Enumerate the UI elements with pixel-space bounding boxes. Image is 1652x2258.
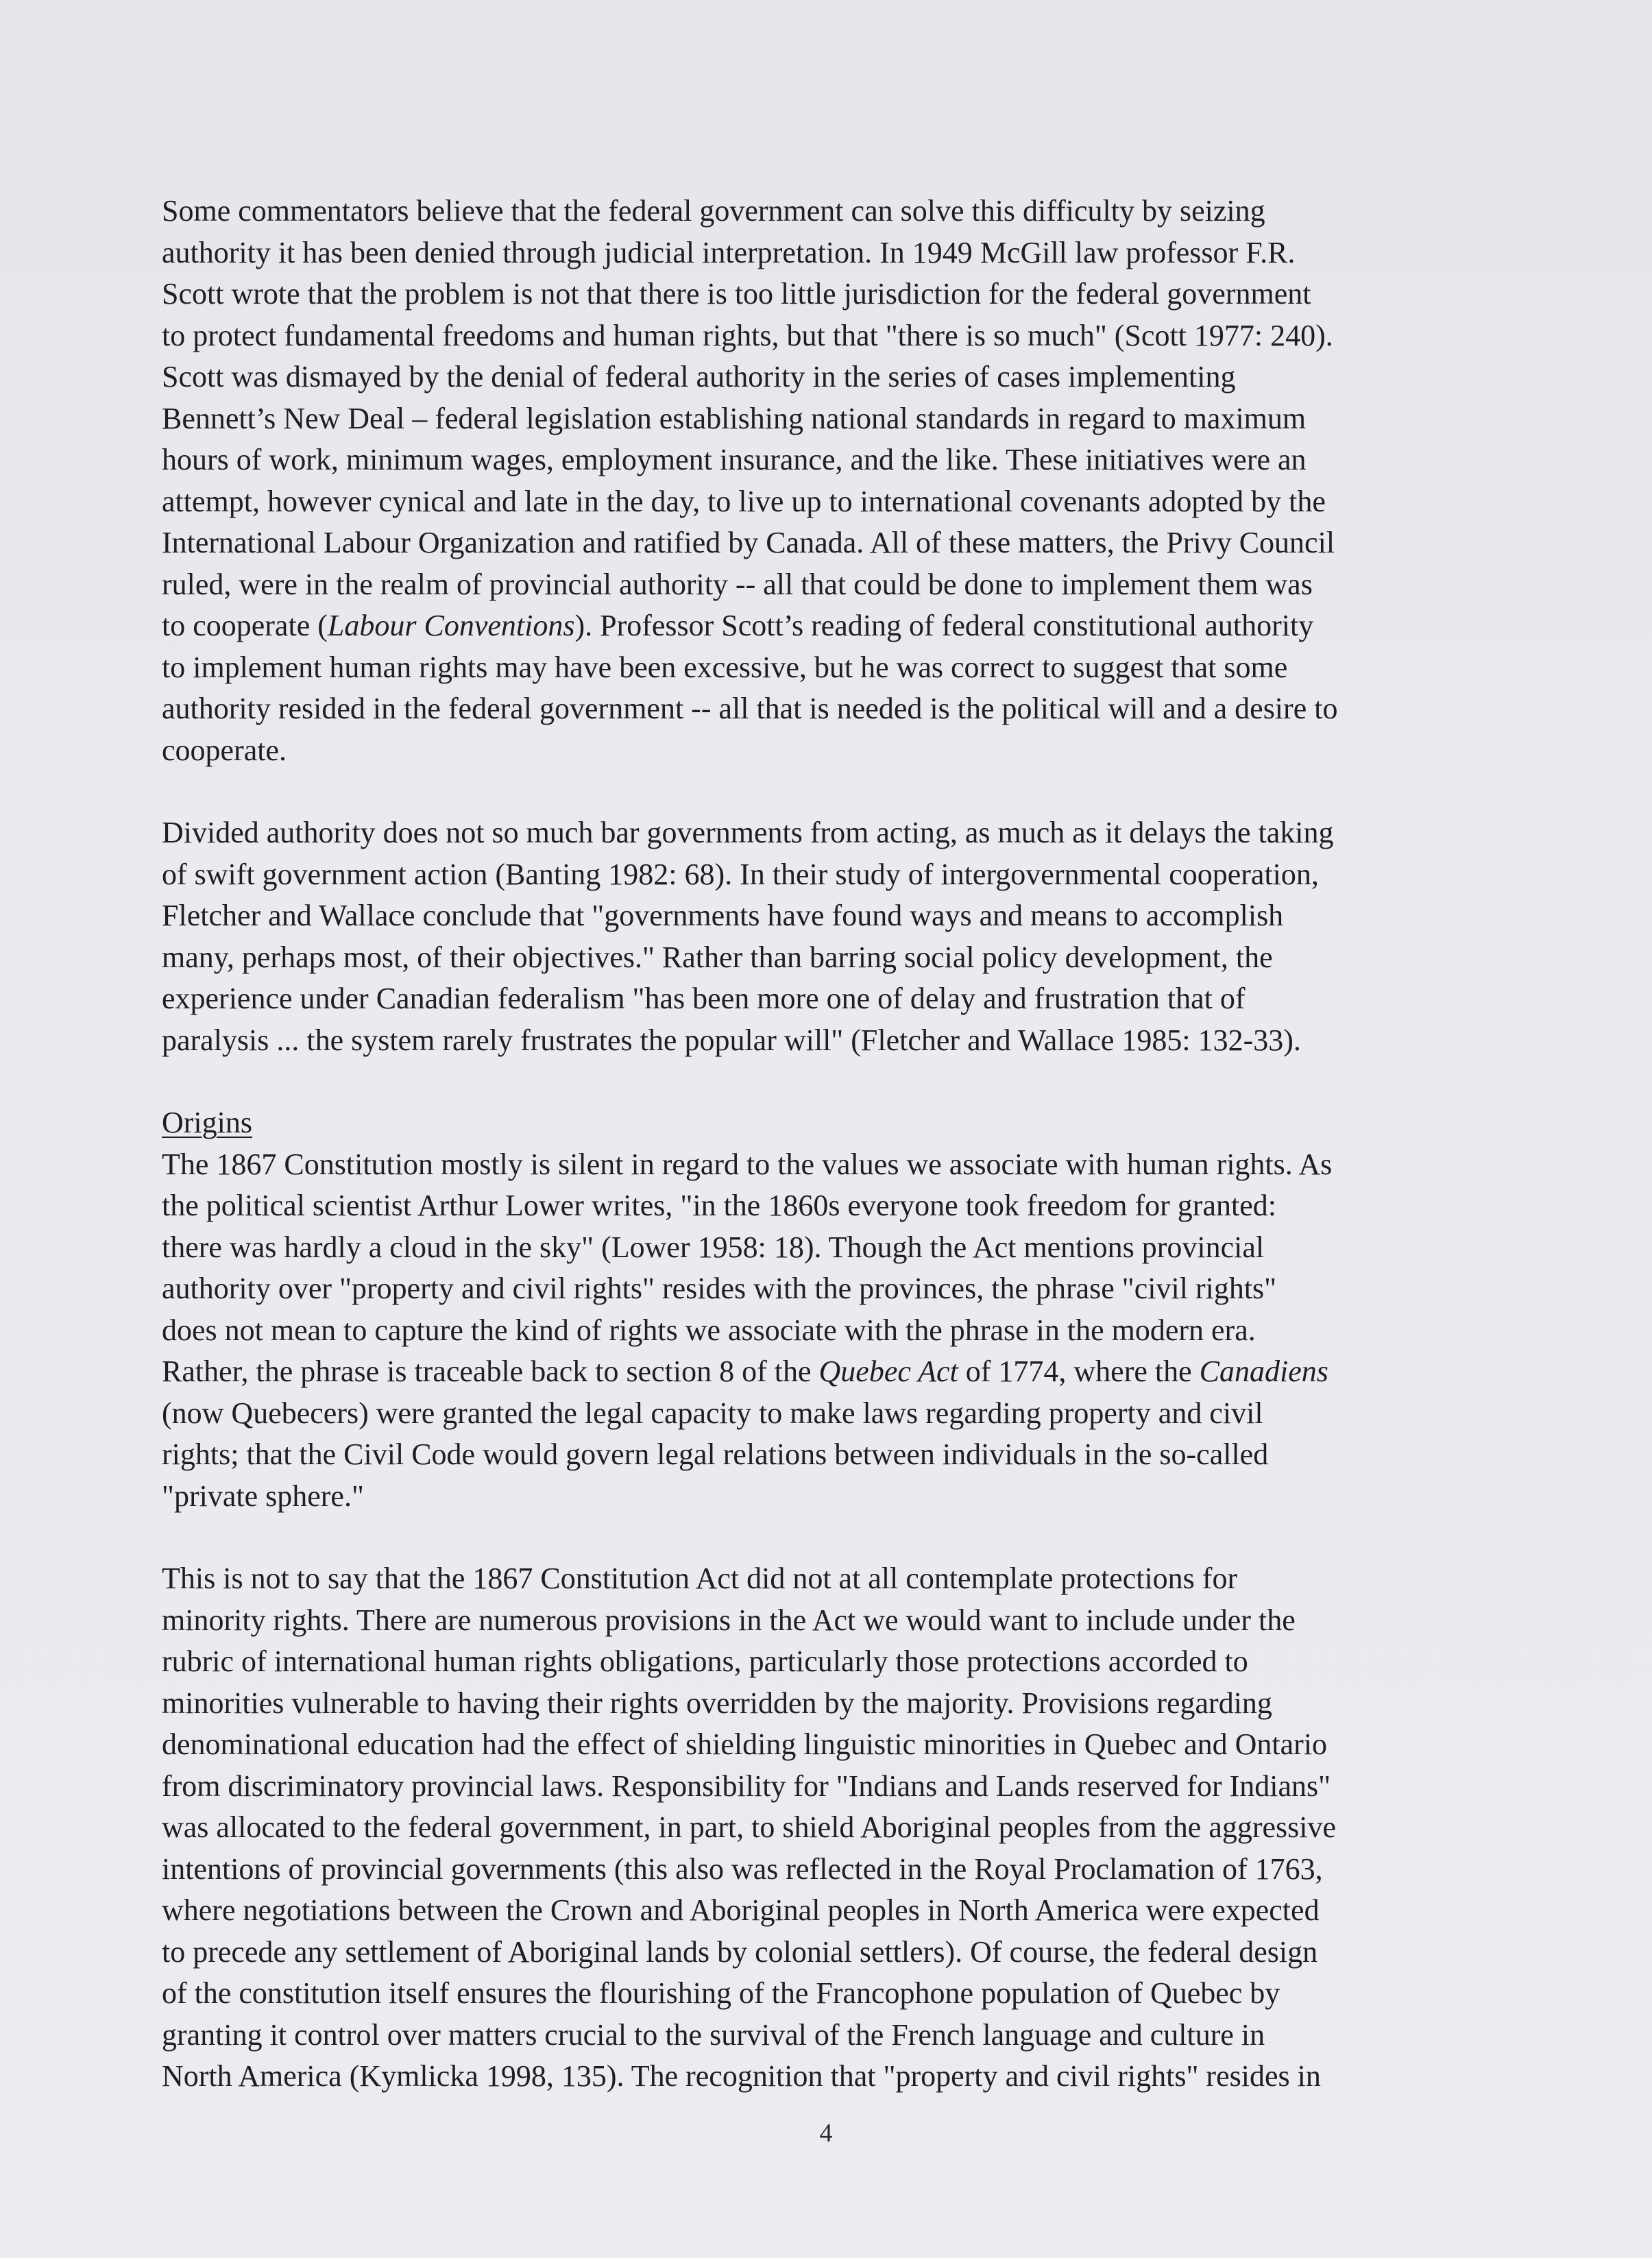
text-line <box>162 895 1519 937</box>
text-line <box>162 1641 1519 1683</box>
text-line <box>162 605 1519 647</box>
text-line <box>162 1724 1519 1766</box>
text-run: from discriminatory provincial laws. Responsibility for "Indians and Lands reserved for Indians" <box>162 1769 1331 1803</box>
text-run: denominational education had the effect of shielding linguistic minorities in Quebec and Ontario <box>162 1727 1328 1761</box>
text-line <box>162 356 1519 398</box>
text-run: granting it control over matters crucial to the survival of the French language and culture in <box>162 2017 1265 2052</box>
text-line <box>162 2015 1519 2056</box>
text-line <box>162 1227 1519 1269</box>
text-line <box>162 564 1519 606</box>
text-line <box>162 812 1519 854</box>
text-run: Some commentators believe that the federal government can solve this difficulty by seizing <box>162 194 1265 228</box>
text-line <box>162 1932 1519 1974</box>
text-line <box>162 1144 1519 1186</box>
text-run: to precede any settlement of Aboriginal lands by colonial settlers). Of course, the federal design <box>162 1934 1318 1969</box>
text-run: hours of work, minimum wages, employment insurance, and the like. These initiatives were an <box>162 443 1307 476</box>
text-run: does not mean to capture the kind of rights we associate with the phrase in the modern era. <box>162 1313 1256 1347</box>
text-run: authority over "property and civil rights" resides with the provinces, the phrase "civil rights" <box>162 1272 1277 1305</box>
text-run: where negotiations between the Crown and Aboriginal peoples in North America were expected <box>162 1893 1320 1927</box>
text-line <box>162 1849 1519 1891</box>
text-line <box>162 481 1519 523</box>
text-run: minorities vulnerable to having their rights overridden by the majority. Provisions regarding <box>162 1686 1272 1720</box>
text-run: experience under Canadian federalism "has been more one of delay and frustration that of <box>162 982 1246 1015</box>
text-run: This is not to say that the 1867 Constitution Act did not at all contemplate protections for <box>162 1562 1238 1595</box>
text-run: paralysis ... the system rarely frustrates the popular will" (Fletcher and Wallace 1985: 132-33). <box>162 1023 1301 1057</box>
text-line <box>162 315 1519 357</box>
text-run: ). Professor Scott’s reading of federal constitutional authority <box>574 609 1314 642</box>
text-line <box>162 647 1519 689</box>
text-run: to implement human rights may have been excessive, but he was correct to suggest that some <box>162 650 1288 684</box>
text-run: Scott wrote that the problem is not that there is too little jurisdiction for the federal government <box>162 277 1311 311</box>
text-line <box>162 439 1519 481</box>
paragraph <box>162 812 1519 1061</box>
text-line <box>162 522 1519 564</box>
text-line <box>162 1558 1519 1600</box>
text-run: rights; that the Civil Code would govern legal relations between individuals in the so-called <box>162 1437 1269 1471</box>
text-run: authority resided in the federal government -- all that is needed is the political will and a desire to <box>162 692 1338 725</box>
text-run: minority rights. There are numerous provisions in the Act we would want to include under the <box>162 1603 1296 1637</box>
text-line <box>162 191 1519 232</box>
italic-citation: Canadiens <box>1199 1355 1328 1388</box>
text-line <box>162 2056 1519 2098</box>
origins-section <box>162 1144 1519 2098</box>
body-text <box>162 191 1519 2139</box>
text-line <box>162 1973 1519 2015</box>
text-run: ruled, were in the realm of provincial authority -- all that could be done to implement them was <box>162 567 1313 601</box>
text-line <box>162 1807 1519 1849</box>
text-run: there was hardly a cloud in the sky" (Lower 1958: 18). Though the Act mentions provincial <box>162 1230 1265 1264</box>
page-number: 4 <box>819 2119 833 2148</box>
text-run: Fletcher and Wallace conclude that "governments have found ways and means to accomplish <box>162 899 1284 932</box>
text-line <box>162 1683 1519 1725</box>
text-run: of swift government action (Banting 1982: 68). In their study of intergovernmental cooperation, <box>162 857 1319 891</box>
text-line <box>162 1476 1519 1518</box>
text-line <box>162 1434 1519 1476</box>
text-run: the political scientist Arthur Lower writes, "in the 1860s everyone took freedom for granted: <box>162 1189 1276 1222</box>
text-line <box>162 730 1519 772</box>
section-heading-origins: Origins <box>162 1106 252 1139</box>
italic-citation: Labour Conventions <box>327 609 575 642</box>
text-run: "private sphere." <box>162 1479 364 1513</box>
text-run: was allocated to the federal government, in part, to shield Aboriginal peoples from the aggressive <box>162 1810 1337 1844</box>
text-run: to protect fundamental freedoms and human rights, but that "there is so much" (Scott 1977: 240). <box>162 318 1333 352</box>
text-run: (now Quebecers) were granted the legal capacity to make laws regarding property and civil <box>162 1396 1263 1430</box>
text-run: Bennett’s New Deal – federal legislation establishing national standards in regard to maximum <box>162 401 1307 435</box>
text-run: cooperate. <box>162 733 287 767</box>
text-run: North America (Kymlicka 1998, 135). The recognition that "property and civil rights" resides in <box>162 2059 1321 2093</box>
text-run: International Labour Organization and ratified by Canada. All of these matters, the Privy Council <box>162 526 1335 559</box>
text-run: The 1867 Constitution mostly is silent in regard to the values we associate with human rights. As <box>162 1147 1333 1181</box>
text-run: intentions of provincial governments (this also was reflected in the Royal Proclamation of 1763, <box>162 1852 1323 1886</box>
text-line <box>162 688 1519 730</box>
text-line <box>162 978 1519 1020</box>
text-line <box>162 398 1519 440</box>
text-run: attempt, however cynical and late in the day, to live up to international covenants adopted by the <box>162 484 1326 518</box>
paragraph <box>162 1558 1519 2098</box>
text-run: of 1774, where the <box>958 1355 1200 1388</box>
text-line <box>162 1268 1519 1310</box>
paragraph <box>162 1144 1519 1518</box>
text-line <box>162 274 1519 315</box>
text-run: to cooperate ( <box>162 609 328 642</box>
text-line <box>162 1351 1519 1393</box>
text-line <box>162 1890 1519 1932</box>
text-line <box>162 1310 1519 1352</box>
text-run: Scott was dismayed by the denial of federal authority in the series of cases implementing <box>162 360 1236 393</box>
text-run: authority it has been denied through judicial interpretation. In 1949 McGill law professor F.R. <box>162 235 1296 269</box>
text-line <box>162 232 1519 274</box>
text-line <box>162 1766 1519 1808</box>
text-line <box>162 1600 1519 1642</box>
text-line <box>162 1020 1519 1062</box>
intro-section <box>162 191 1519 1061</box>
text-run: of the constitution itself ensures the flourishing of the Francophone population of Quebec by <box>162 1976 1280 2010</box>
text-run: Divided authority does not so much bar governments from acting, as much as it delays the taking <box>162 816 1334 849</box>
text-line <box>162 854 1519 896</box>
text-run: rubric of international human rights obligations, particularly those protections accorded to <box>162 1644 1248 1678</box>
paragraph <box>162 191 1519 771</box>
italic-citation: Quebec Act <box>818 1355 958 1388</box>
text-run: Rather, the phrase is traceable back to section 8 of the <box>162 1355 819 1388</box>
text-line <box>162 1185 1519 1227</box>
text-run: many, perhaps most, of their objectives." Rather than barring social policy development, the <box>162 940 1273 974</box>
text-line <box>162 937 1519 979</box>
text-line <box>162 1393 1519 1435</box>
